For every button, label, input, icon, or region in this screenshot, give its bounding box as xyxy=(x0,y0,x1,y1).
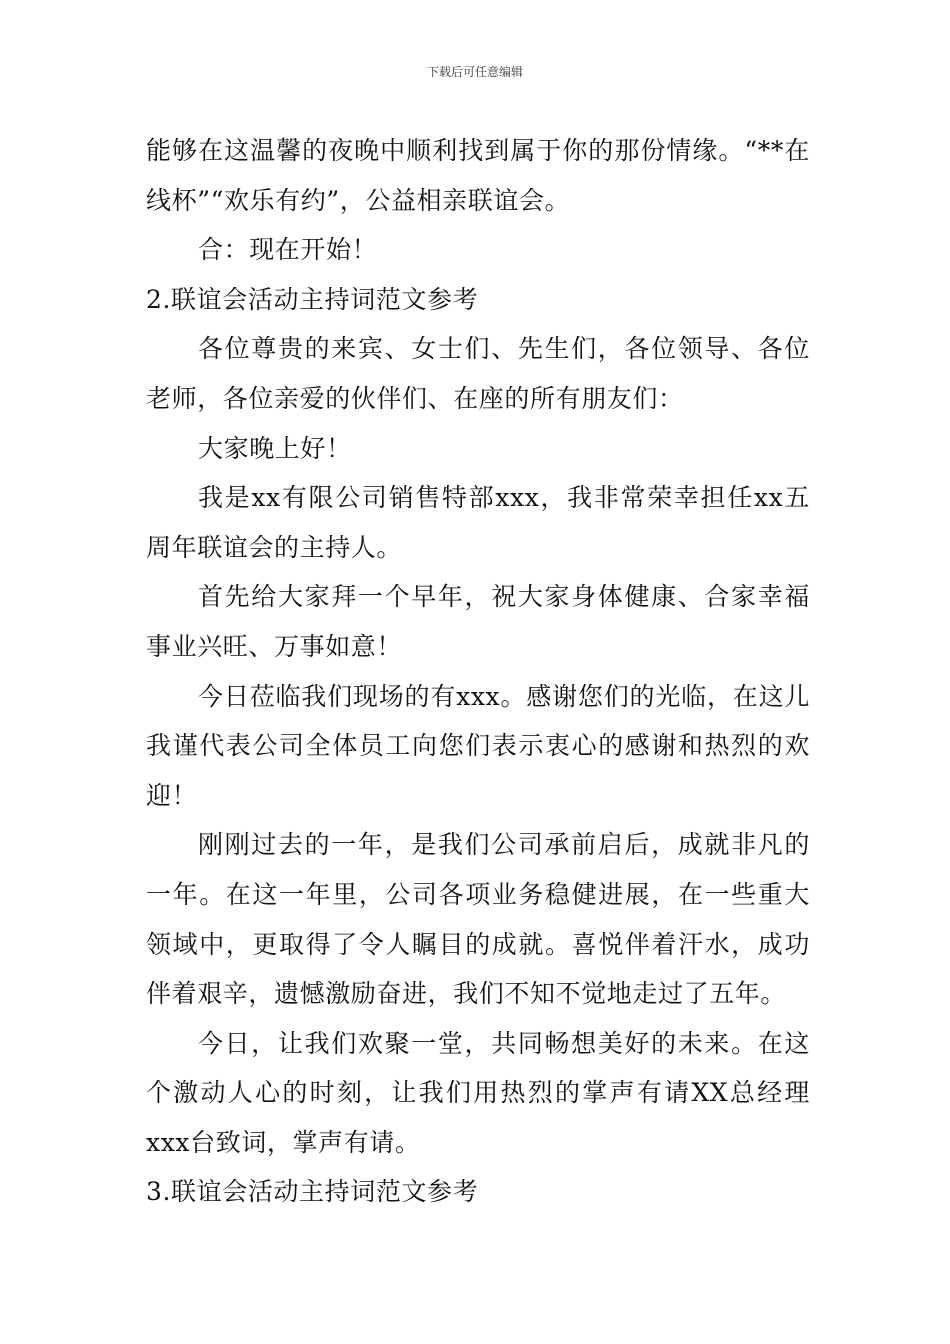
paragraph: 今日莅临我们现场的有xxx。感谢您们的光临，在这儿我谨代表公司全体员工向您们表示衷心的感谢和热烈的欢迎！ xyxy=(146,681,810,810)
section-heading: 3.联谊会活动主持词范文参考 xyxy=(146,1177,479,1207)
section-heading: 2.联谊会活动主持词范文参考 xyxy=(146,284,479,314)
paragraph: 能够在这温馨的夜晚中顺利找到属于你的那份情缘。“**在线杯”“欢乐有约”，公益相亲联谊会。 xyxy=(146,136,810,215)
paragraph: 各位尊贵的来宾、女士们、先生们，各位领导、各位老师，各位亲爱的伙伴们、在座的所有朋友们： xyxy=(146,334,810,413)
paragraph: 刚刚过去的一年，是我们公司承前启后，成就非凡的一年。在这一年里，公司各项业务稳健进展，在一些重大领域中，更取得了令人瞩目的成就。喜悦伴着汗水，成功伴着艰辛，遗憾激励奋进，我们不知不觉地走过了五年。 xyxy=(146,830,810,1009)
paragraph: 大家晚上好！ xyxy=(198,433,352,463)
page-header-note: 下载后可任意编辑 xyxy=(426,65,523,79)
document-body xyxy=(146,126,810,1217)
paragraph: 今日，让我们欢聚一堂，共同畅想美好的未来。在这个激动人心的时刻，让我们用热烈的掌声有请XX总经理xxx台致词，掌声有请。 xyxy=(146,1028,810,1157)
paragraph: 我是xx有限公司销售特部xxx，我非常荣幸担任xx五周年联谊会的主持人。 xyxy=(146,483,810,562)
paragraph: 首先给大家拜一个早年，祝大家身体健康、合家幸福事业兴旺、万事如意！ xyxy=(146,582,810,661)
paragraph: 合：现在开始！ xyxy=(198,235,378,265)
